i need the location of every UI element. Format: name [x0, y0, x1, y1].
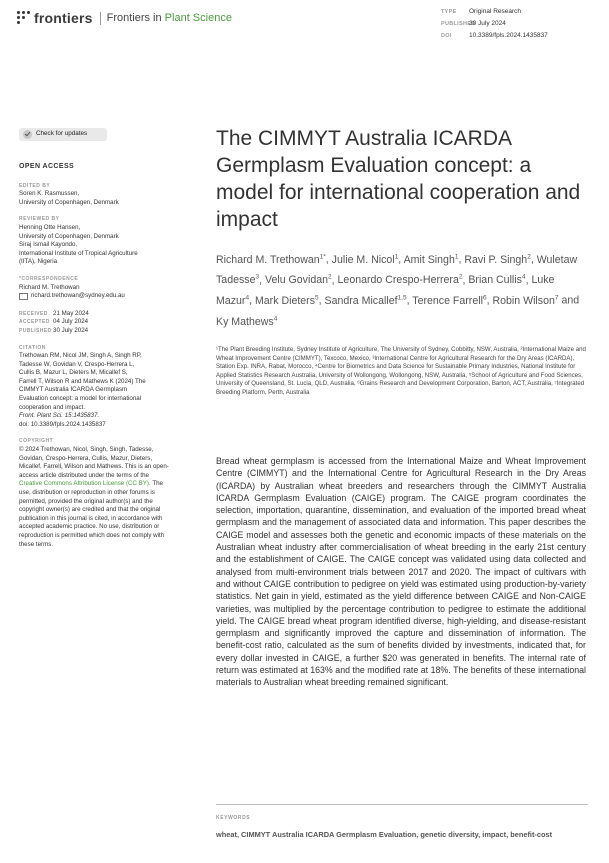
date-row: [19, 327, 187, 336]
logo-divider: [100, 12, 101, 25]
abstract: Bread wheat germplasm is accessed from the International Maize and Wheat Improvement Centre (CIMMYT) and the International Centre for Agricultural Research in the Dry Areas (ICARDA) by Australian wheat breeders and researchers through the CIMMYT Australia ICARDA Germplasm Evaluation (CAIGE) program. The CAIGE program coordinates the selection, importation, quarantine, dissemination, and evaluation of the imported bread wheat germplasm and the management of associated data and information. This paper describes the CAIGE model and assesses both the genetic and economic impacts of these materials on the Australian wheat industry after commercialisation of wheat breeding in the early 21st century and the establishment of CAIGE. The CAIGE concept was validated using data collected and analysed from multi-environment trials between 2017 and 2020. The impact of cultivars with and without CAIGE contribution to pedigree on yield was estimated using production-by-variety statistics. Net gain in yield, estimated as the yield difference between CAIGE and Non-CAIGE varieties, was multiplied by the percentage contribution to pedigree to estimate the additional yield. The CAIGE bread wheat program identified diverse, high-yielding, and disease-resistant germplasm and significantly improved the capture and dissemination of information. The benefit-cost ratio, calculated as the sum of benefits divided by investments, indicated that, for every dollar invested in CAIGE, a further $20 was generated in benefits. The internal rate of return was estimated at 163% and the modified rate at 18%. The benefits of these international materials to Australian wheat breeding remained significant.: [216, 456, 586, 688]
reviewer-affiliation: (IITA), Nigeria: [19, 258, 58, 266]
copyright-text: [19, 446, 169, 549]
editor-name: Soren K. Rasmussen,: [19, 190, 80, 198]
citation-line: Trethowan RM, Nicol JM, Singh A, Singh RP,: [19, 352, 142, 360]
journal-name: [107, 12, 232, 24]
correspondence-label: *CORRESPONDENCE: [19, 275, 79, 282]
author-name: Sandra Micallef: [324, 295, 398, 307]
author-name: Luke Mazur: [216, 274, 555, 307]
citation-line: Front. Plant Sci. 15:1435837.: [19, 412, 100, 420]
date-key: ACCEPTED: [19, 319, 50, 326]
author-name: Leonardo Crespo-Herrera: [337, 274, 459, 287]
edited-by: [19, 190, 187, 207]
check-updates-icon: [23, 130, 32, 139]
author[interactable]: [464, 254, 530, 266]
citation-line: CIMMYT Australia ICARDA Germplasm: [19, 386, 128, 394]
author[interactable]: [216, 316, 277, 328]
keywords-divider: [216, 804, 588, 805]
reviewer-name: Siraj Ismail Kayondo,: [19, 241, 78, 249]
citation-line: cooperation and impact.: [19, 403, 86, 411]
author-affiliation-marker: 6: [482, 294, 487, 302]
date-key: PUBLISHED: [19, 327, 52, 334]
meta-key: DOI: [441, 33, 452, 39]
author-name: Brian Cullis: [468, 274, 522, 287]
correspondence-email: richard.trethowan@sydney.edu.au: [31, 292, 125, 300]
article-dates: [19, 310, 187, 336]
author-name: Richard M. Trethowan: [216, 253, 320, 266]
date-value: 21 May 2024: [53, 309, 89, 317]
citation-line: Farrell T, Wilson R and Mathews K (2024) The: [19, 377, 146, 385]
author-name: Robin Wilson: [492, 295, 555, 307]
reviewed-by-label: REVIEWED BY: [19, 216, 60, 223]
reviewer-affiliation: International Institute of Tropical Agriculture: [19, 249, 138, 257]
cc-license-link[interactable]: Creative Commons Attribution License (CC BY).: [19, 480, 151, 488]
meta-key: TYPE: [441, 9, 457, 15]
author-name: Amit Singh: [403, 253, 455, 266]
author-list: Richard M. Trethowan$^{1*}$, Julie M. Nicol$^1$, Amit Singh$^1$, Ravi P. Singh$^2$, Wuletaw Tadesse$^3$, Velu Govidan$^2$, Leonardo Crespo-Herrera$^2$, Brian Cullis$^4$, Luke Mazur$^4$, Mark Dieters$^5$, Sandra Micallef$^{1,5}$, Terence Farrell$^6$, Robin Wilson$^7$ and Ky Mathews$^4$: [216, 253, 580, 328]
sidebar: [19, 128, 187, 549]
author-name: Mark Dieters: [254, 295, 315, 307]
citation-line: Evaluation concept: a model for international: [19, 395, 142, 403]
author-name: Ky Mathews: [216, 315, 274, 328]
citation-text: [19, 352, 187, 429]
author-affiliation-marker: 2: [527, 253, 531, 260]
meta-value: 30 July 2024: [469, 20, 506, 27]
check-updates-button[interactable]: [19, 128, 107, 141]
brand-name: frontiers: [34, 10, 93, 26]
author[interactable]: [492, 295, 558, 307]
edited-by-label: EDITED BY: [19, 182, 51, 189]
reviewer-affiliation: University of Copenhagen, Denmark: [19, 232, 119, 240]
journal-prefix: Frontiers in: [106, 12, 165, 24]
article-meta: [441, 6, 548, 42]
author-name: Terence Farrell: [412, 295, 483, 307]
meta-row: [441, 18, 548, 30]
author-affiliation-marker: 4: [521, 273, 526, 281]
author-affiliation-marker: 4: [273, 315, 278, 323]
author-affiliation-marker: 1*: [319, 253, 326, 260]
frontiers-logo[interactable]: [17, 10, 232, 26]
meta-key: PUBLISHED: [441, 21, 476, 27]
meta-value[interactable]: 10.3389/fpls.2024.1435837: [469, 32, 548, 39]
author-affiliation-marker: 1: [454, 253, 459, 260]
envelope-icon: [19, 293, 28, 300]
open-access-label: OPEN ACCESS: [19, 163, 75, 170]
author[interactable]: [255, 295, 319, 307]
date-value: 30 July 2024: [53, 326, 89, 334]
author[interactable]: [468, 274, 525, 286]
keywords-label: KEYWORDS: [216, 815, 251, 821]
frontiers-logo-icon: [17, 11, 31, 25]
author[interactable]: [412, 295, 486, 307]
copyright-label: COPYRIGHT: [19, 438, 54, 445]
date-value: 04 July 2024: [53, 318, 89, 326]
author[interactable]: [216, 254, 326, 266]
date-key: RECEIVED: [19, 310, 48, 317]
article-title: The CIMMYT Australia ICARDA Germplasm Evaluation concept: a model for international cooperation and impact: [216, 127, 581, 231]
copyright-post: The use, distribution or reproduction in other forums is permitted, provided the original author(s) and the copyright owner(s) are credited and that the original publication in this journal is cited, in accordance with accepted academic practice. No use, distribution or reproduction is permitted which does not comply with these terms.: [19, 480, 165, 548]
author[interactable]: [325, 295, 407, 307]
citation-line: Cullis B, Mazur L, Dieters M, Micallef S,: [19, 369, 128, 377]
copyright-pre: © 2024 Trethowan, Nicol, Singh, Singh, Tadesse, Govidan, Crespo-Herrera, Cullis, Mazur, Dieters, Micallef, Farrell, Wilson and Mathews. This is an open-access article distributed under the terms of the: [19, 446, 169, 479]
author-affiliation-marker: 4: [245, 294, 250, 302]
reviewer-name: Henning Otte Hansen,: [19, 223, 81, 231]
editor-affiliation: University of Copenhagen, Denmark: [19, 198, 119, 206]
journal-subject: Plant Science: [164, 12, 232, 24]
meta-row: [441, 6, 548, 18]
citation-line: Tadesse W, Govidan V, Crespo-Herrera L,: [19, 360, 135, 368]
keywords: wheat, CIMMYT Australia ICARDA Germplasm Evaluation, genetic diversity, impact, benefit-cost: [216, 830, 553, 839]
author[interactable]: [338, 274, 463, 286]
author-name: Julie M. Nicol: [331, 253, 395, 266]
correspondence-email-link[interactable]: [19, 292, 187, 301]
author-affiliation-marker: 2: [458, 273, 463, 281]
author-affiliation-marker: 1,5: [397, 294, 407, 302]
author-affiliation-marker: 5: [315, 294, 319, 302]
author[interactable]: [332, 254, 399, 266]
author-name: Velu Govidan: [264, 274, 329, 287]
author-affiliation-marker: 7: [554, 294, 559, 302]
author-name: Ravi P. Singh: [464, 253, 528, 266]
meta-value: Original Research: [469, 8, 522, 15]
author[interactable]: [404, 254, 459, 266]
date-row: [19, 318, 187, 327]
citation-label: CITATION: [19, 344, 46, 351]
citation-doi[interactable]: doi: 10.3389/fpls.2024.1435837: [19, 420, 106, 428]
reviewed-by: [19, 224, 187, 267]
meta-row: [441, 30, 548, 42]
author-affiliation-marker: 3: [255, 273, 260, 281]
correspondence-name: Richard M. Trethowan: [19, 283, 80, 291]
author-name: Wuletaw Tadesse: [216, 253, 578, 287]
author-affiliation-marker: 2: [328, 273, 332, 281]
check-updates-label: Check for updates: [36, 130, 88, 138]
author[interactable]: [265, 274, 332, 286]
affiliations: ¹The Plant Breeding Institute, Sydney Institute of Agriculture, The University of Sydney, Cobbitty, NSW, Australia, ²International Maize and Wheat Improvement Centre (CIMMYT), Texcoco, Mexico, ³International Centre for Agricultural Research for the Dry Areas (ICARDA), Station Exp. INRA, Rabat, Morocco, ⁴Centre for Biometrics and Data Science for Sustainable Primary Industries, National Institute for Applied Statistics Research Australia, University of Wollongong, Wollongong, NSW, Australia, ⁵School of Agriculture and Food Sciences, University of Queensland, St. Lucia, QLD, Australia, ⁶Grains Research and Development Corporation, Barton, ACT, Australia, ⁷Integrated Breeding Platform, Perth, Australia: [216, 346, 586, 396]
date-row: [19, 310, 187, 319]
author-affiliation-marker: 1: [394, 253, 399, 260]
